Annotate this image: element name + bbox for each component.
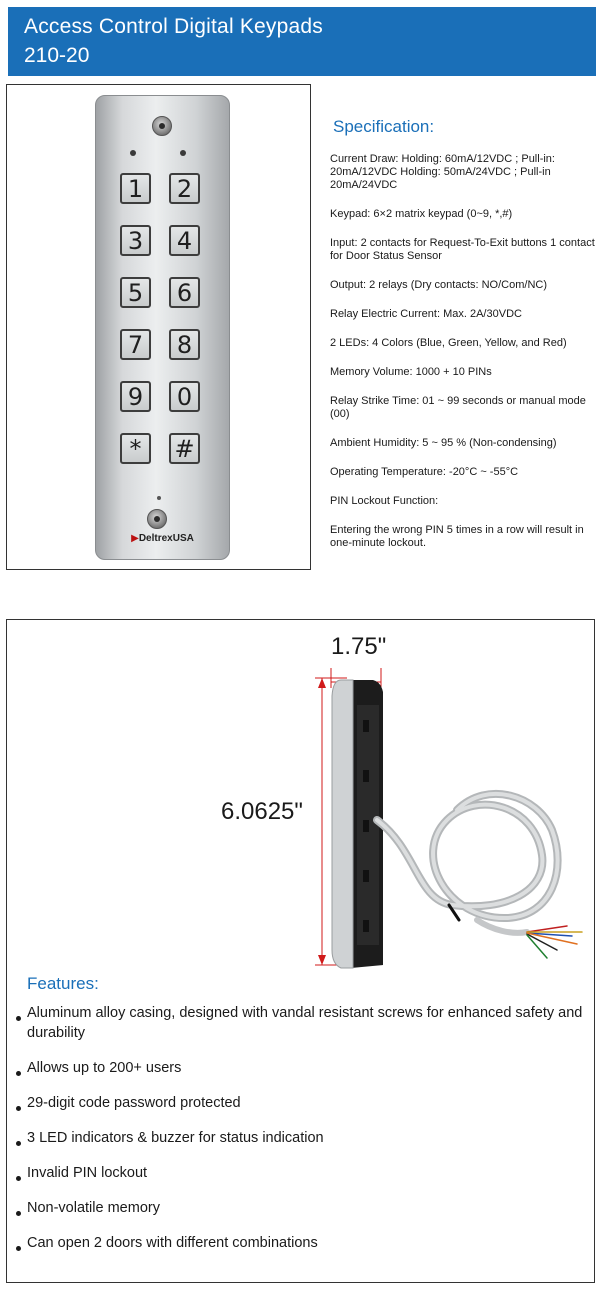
page-header (8, 7, 596, 76)
feature-item: 29-digit code password protected (15, 1093, 587, 1113)
feature-item: Aluminum alloy casing, designed with vandal resistant screws for enhanced safety and durability (15, 1003, 587, 1043)
depth-dimension-label: 1.75" (331, 633, 387, 660)
led-left-icon (130, 150, 136, 156)
key-1: 1 (120, 173, 151, 204)
specification-heading: Specification: (333, 117, 435, 136)
buzzer-hole-icon (157, 496, 161, 500)
key-3: 3 (120, 225, 151, 256)
spec-output: Output: 2 relays (Dry contacts: NO/Com/NC) (330, 279, 547, 291)
specification-section (330, 116, 600, 566)
key-6: 6 (169, 277, 200, 308)
spec-memory: Memory Volume: 1000 + 10 PINs (330, 366, 492, 378)
spec-current-draw: Current Draw: Holding: 60mA/12VDC ; Pull-in: 20mA/12VDC Holding: 50mA/24VDC ; Pull-in 20mA/24VDC (330, 153, 555, 191)
top-screw-icon (152, 116, 172, 136)
key-9: 9 (120, 381, 151, 412)
brand-logo: ▶DeltrexUSA (131, 533, 194, 544)
page-title: Access Control Digital Keypads (24, 15, 323, 38)
key-hash: # (169, 433, 200, 464)
key-8: 8 (169, 329, 200, 360)
key-2: 2 (169, 173, 200, 204)
side-view-diagram (7, 620, 596, 970)
key-0: 0 (169, 381, 200, 412)
features-list (15, 1003, 587, 1253)
height-dimension-label: 6.0625" (221, 798, 303, 825)
key-7: 7 (120, 329, 151, 360)
features-heading: Features: (27, 974, 99, 993)
spec-leds: 2 LEDs: 4 Colors (Blue, Green, Yellow, and Red) (330, 337, 567, 349)
spec-lockout-detail: Entering the wrong PIN 5 times in a row will result in one-minute lockout. (330, 524, 584, 549)
product-front-panel (6, 84, 311, 570)
height-arrow-top-icon (318, 678, 326, 688)
cable-image (377, 794, 582, 958)
spec-input: Input: 2 contacts for Request-To-Exit buttons 1 contact for Door Status Sensor (330, 237, 595, 262)
feature-item: 3 LED indicators & buzzer for status indication (15, 1128, 587, 1148)
height-arrow-bottom-icon (318, 955, 326, 965)
model-number: 210-20 (24, 44, 90, 67)
spec-pin-lockout: PIN Lockout Function: (330, 495, 439, 507)
product-side-panel (6, 619, 595, 1283)
key-5: 5 (120, 277, 151, 308)
spec-relay-current: Relay Electric Current: Max. 2A/30VDC (330, 308, 522, 320)
spec-strike-time: Relay Strike Time: 01 ~ 99 seconds or manual mode (00) (330, 395, 586, 420)
led-right-icon (180, 150, 186, 156)
keypad-front-image (95, 95, 230, 560)
spec-temperature: Operating Temperature: -20°C ~ -55°C (330, 466, 519, 478)
spec-keypad: Keypad: 6×2 matrix keypad (0~9, *,#) (330, 208, 513, 220)
features-section (27, 973, 587, 1268)
key-4: 4 (169, 225, 200, 256)
feature-item: Non-volatile memory (15, 1198, 587, 1218)
bottom-screw-icon (147, 509, 167, 529)
feature-item: Invalid PIN lockout (15, 1163, 587, 1183)
keypad-side-image (332, 680, 383, 968)
feature-item: Can open 2 doors with different combinations (15, 1233, 587, 1253)
feature-item: Allows up to 200+ users (15, 1058, 587, 1078)
spec-humidity: Ambient Humidity: 5 ~ 95 % (Non-condensing) (330, 437, 557, 449)
key-star: * (120, 433, 151, 464)
